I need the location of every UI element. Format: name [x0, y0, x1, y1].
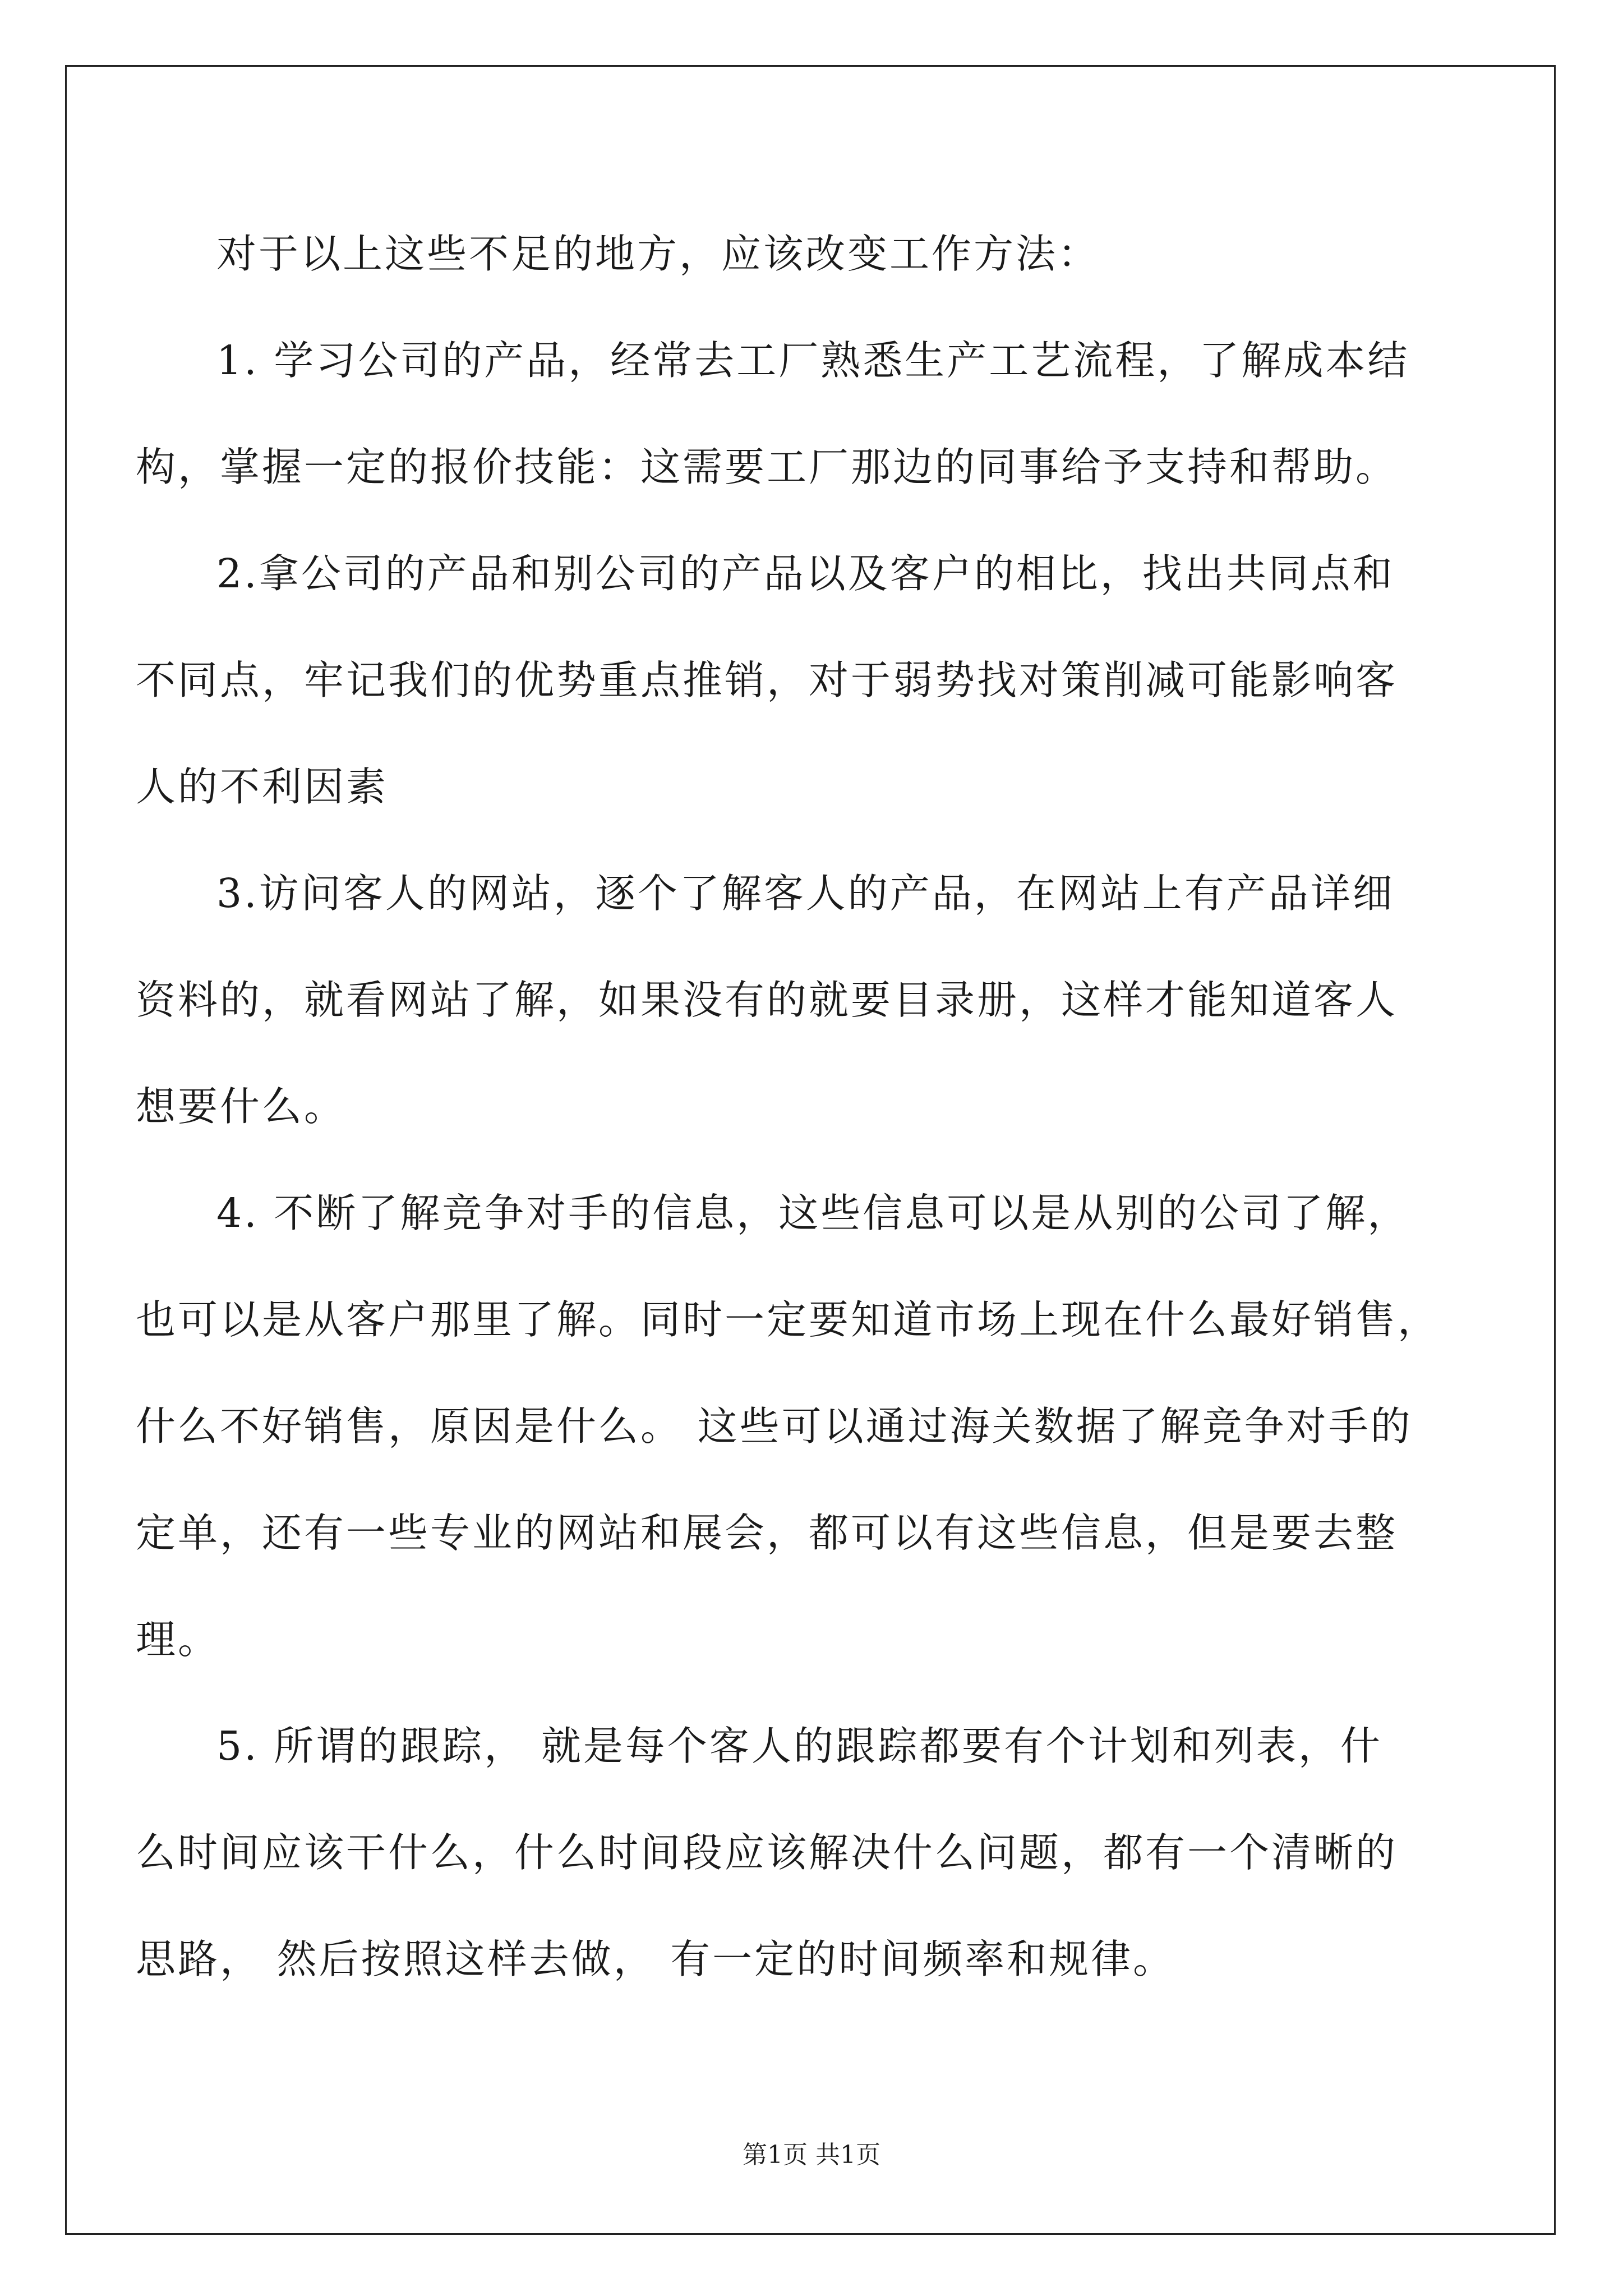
- item-3-line-2: 资料的，就看网站了解，如果没有的就要目录册，这样才能知道客人: [136, 977, 1398, 1023]
- item-1-line-1: 1. 学习公司的产品，经常去工厂熟悉生产工艺流程，了解成本结: [216, 337, 1410, 384]
- item-3-line-1: 3.访问客人的网站，逐个了解客人的产品，在网站上有产品详细: [216, 870, 1395, 917]
- item-1-line-2: 构，掌握一定的报价技能：这需要工厂那边的同事给予支持和帮助。: [136, 444, 1398, 490]
- page-border: [65, 65, 1556, 2235]
- item-5-line-3: 思路， 然后按照这样去做， 有一定的时间频率和规律。: [136, 1936, 1175, 1982]
- item-4-line-1: 4. 不断了解竞争对手的信息，这些信息可以是从别的公司了解，: [216, 1190, 1410, 1236]
- item-2-line-2: 不同点，牢记我们的优势重点推销，对于弱势找对策削减可能影响客: [136, 657, 1398, 703]
- item-3-line-3: 想要什么。: [136, 1083, 347, 1130]
- item-2-line-1: 2.拿公司的产品和别公司的产品以及客户的相比，找出共同点和: [216, 550, 1395, 597]
- item-5-line-1: 5. 所谓的跟踪， 就是每个客人的跟踪都要有个计划和列表，什: [216, 1723, 1382, 1769]
- page-number-footer: 第1页 共1页: [743, 2141, 880, 2169]
- item-4-line-3: 什么不好销售，原因是什么。 这些可以通过海关数据了解竞争对手的: [136, 1403, 1413, 1450]
- item-4-line-5: 理。: [136, 1616, 220, 1663]
- item-2-line-3: 人的不利因素: [136, 763, 389, 810]
- item-4-line-2: 也可以是从客户那里了解。同时一定要知道市场上现在什么最好销售，: [136, 1296, 1440, 1343]
- paragraph-intro-line: 对于以上这些不足的地方，应该改变工作方法：: [216, 231, 1100, 277]
- item-5-line-2: 么时间应该干什么，什么时间段应该解决什么问题，都有一个清晰的: [136, 1829, 1398, 1876]
- item-4-line-4: 定单，还有一些专业的网站和展会，都可以有这些信息，但是要去整: [136, 1510, 1398, 1556]
